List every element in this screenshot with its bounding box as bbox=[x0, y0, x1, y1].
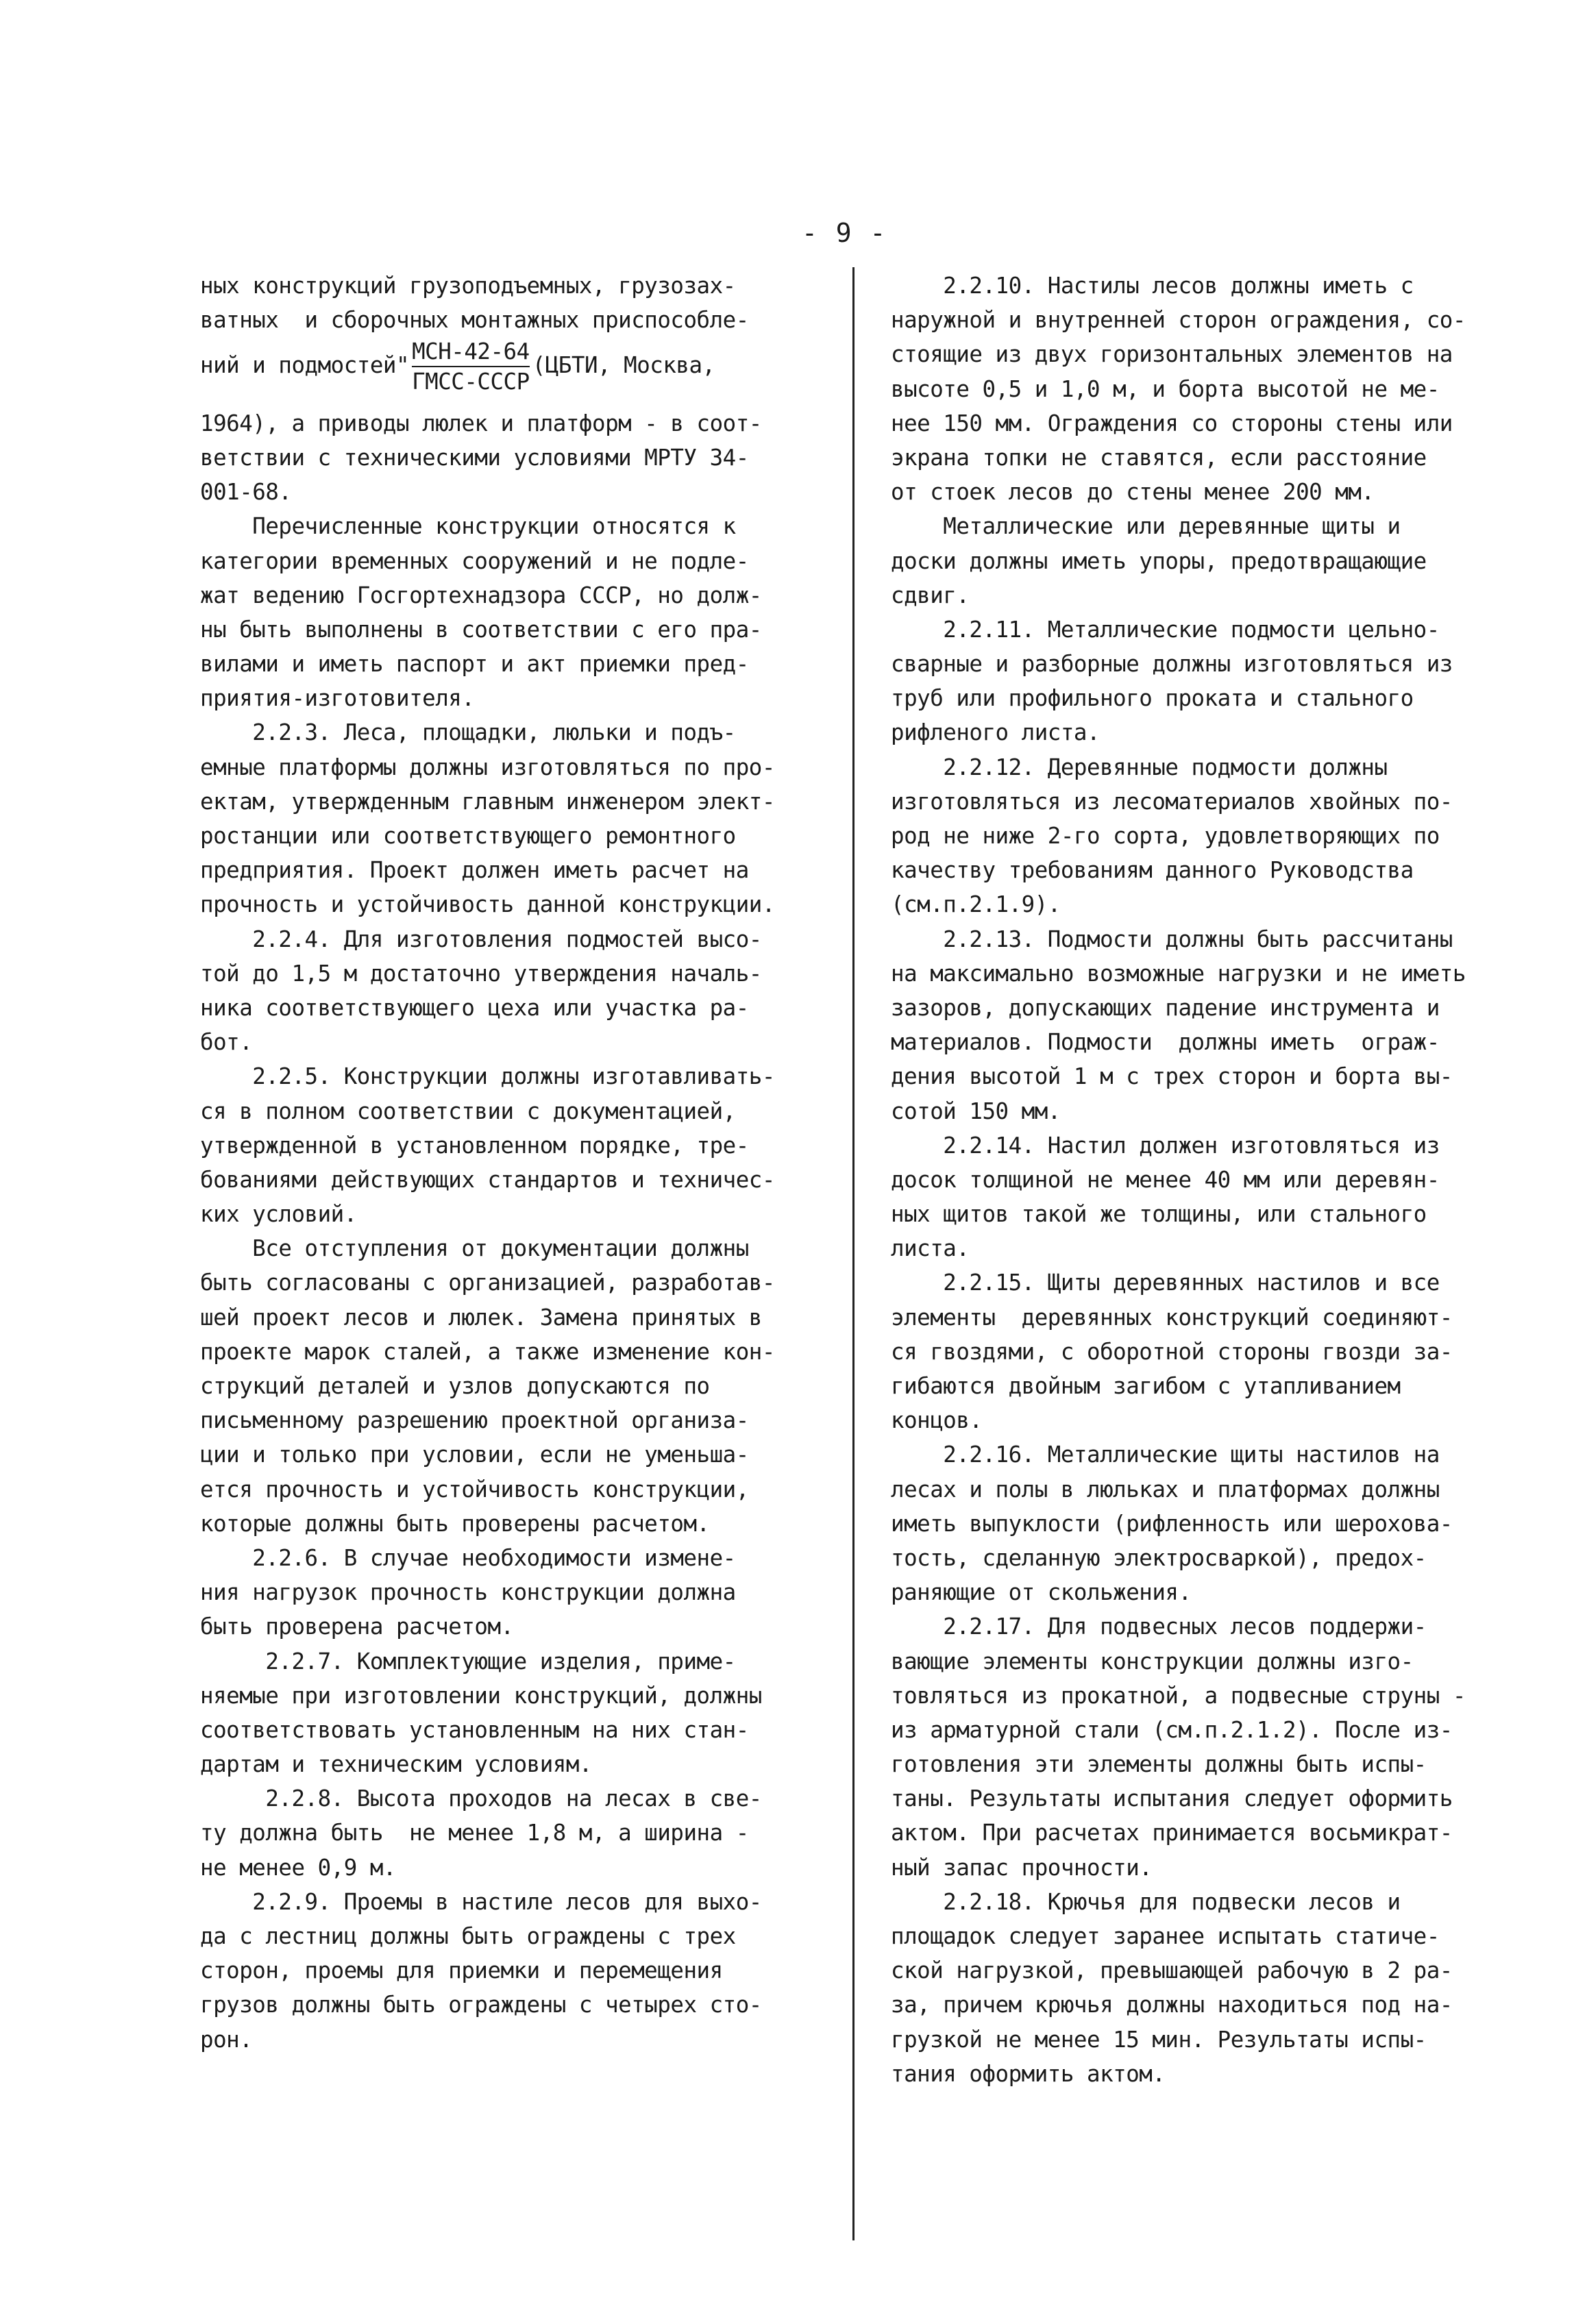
text-line: прочность и устойчивость данной конструкции. bbox=[200, 891, 775, 918]
paragraph bbox=[891, 269, 1532, 509]
text-line: грузов должны быть ограждены с четырех сто- bbox=[200, 1992, 762, 2018]
text-line: 2.2.7. Комплектующие изделия, приме- bbox=[200, 1648, 736, 1674]
paragraph bbox=[891, 1885, 1532, 2091]
text-line: ных щитов такой же толщины, или стального bbox=[891, 1201, 1427, 1228]
text-line: нее 150 мм. Ограждения со стороны стены или bbox=[891, 410, 1453, 436]
text-line: грузкой не менее 15 мин. Результаты испы- bbox=[891, 2026, 1427, 2053]
paragraph bbox=[200, 1541, 851, 1644]
text-line: стоящие из двух горизонтальных элементов на bbox=[891, 341, 1453, 368]
text-line: бованиями действующих стандартов и техничес- bbox=[200, 1166, 775, 1193]
text-line: 001-68. bbox=[200, 479, 292, 506]
text-line: утвержденной в установленном порядке, тре- bbox=[200, 1132, 749, 1159]
text-line: 2.2.11. Металлические подмости цельно- bbox=[891, 616, 1440, 643]
text-line: 2.2.5. Конструкции должны изготавливать- bbox=[200, 1063, 775, 1090]
text-line: рон. bbox=[200, 2026, 253, 2053]
text-line: (см.п.2.1.9). bbox=[891, 891, 1061, 918]
text-line: вающие элементы конструкции должны изго- bbox=[891, 1648, 1414, 1674]
fraction-numerator: МСН-42-64 bbox=[412, 337, 530, 367]
text-line: 2.2.6. В случае необходимости измене- bbox=[200, 1544, 736, 1571]
text-line: быть проверена расчетом. bbox=[200, 1614, 514, 1640]
text-line: сторон, проемы для приемки и перемещения bbox=[200, 1957, 723, 1984]
text-line: емные платформы должны изготовляться по про- bbox=[200, 754, 775, 780]
text-line: ростанции или соответствующего ремонтного bbox=[200, 823, 736, 850]
text-line: ния нагрузок прочность конструкции должна bbox=[200, 1579, 736, 1606]
text-line: ны быть выполнены в соответствии с его пра- bbox=[200, 616, 762, 643]
text-line: категории временных сооружений и не подле- bbox=[200, 547, 749, 574]
text-line: ника соответствующего цеха или участка ра- bbox=[200, 994, 749, 1021]
text-line: жат ведению Госгортехнадзора СССР, но долж- bbox=[200, 582, 762, 608]
text-line: экрана топки не ставятся, если расстояние bbox=[891, 444, 1427, 471]
text-line: ектам, утвержденным главным инженером элект- bbox=[200, 788, 775, 815]
text-line: ской нагрузкой, превышающей рабочую в 2 ра- bbox=[891, 1957, 1453, 1984]
text-line: 2.2.17. Для подвесных лесов поддержи- bbox=[891, 1614, 1427, 1640]
text-line: качеству требованиям данного Руководства bbox=[891, 857, 1414, 884]
paragraph bbox=[891, 509, 1532, 613]
text-line: 2.2.18. Крючья для подвески лесов и bbox=[891, 1888, 1401, 1915]
text-line: 2.2.14. Настил должен изготовляться из bbox=[891, 1132, 1440, 1159]
text-line: рифленого листа. bbox=[891, 719, 1100, 746]
text-line: концов. bbox=[891, 1407, 983, 1434]
text-line: ветствии с техническими условиями МРТУ 34- bbox=[200, 444, 749, 471]
text-line: гибаются двойным загибом с утапливанием bbox=[891, 1373, 1401, 1399]
text-line: Перечисленные конструкции относятся к bbox=[200, 513, 736, 540]
paragraph bbox=[200, 1059, 851, 1231]
text-line: соответствовать установленным на них стан- bbox=[200, 1716, 749, 1743]
text-line: изготовляться из лесоматериалов хвойных по- bbox=[891, 788, 1453, 815]
page-number: - 9 - bbox=[802, 218, 887, 248]
text-line: сварные и разборные должны изготовляться из bbox=[891, 651, 1453, 678]
text-line: ких условий. bbox=[200, 1201, 357, 1228]
text-line: элементы деревянных конструкций соединяют- bbox=[891, 1304, 1453, 1331]
right-column bbox=[891, 269, 1532, 2091]
text-line: быть согласованы с организацией, разработав- bbox=[200, 1270, 775, 1296]
paragraph bbox=[200, 1231, 851, 1541]
text-line: ся гвоздями, с оборотной стороны гвозди за- bbox=[891, 1338, 1453, 1365]
text-line: доски должны иметь упоры, предотвращающие bbox=[891, 547, 1427, 574]
paragraph bbox=[891, 1609, 1532, 1885]
column-divider bbox=[852, 267, 854, 2240]
document-code-fraction bbox=[412, 337, 530, 396]
text-line: Металлические или деревянные щиты и bbox=[891, 513, 1401, 540]
text-line: проекте марок сталей, а также изменение кон- bbox=[200, 1338, 775, 1365]
text-fragment: ний и подмостей" bbox=[200, 352, 410, 379]
text-line: сдвиг. bbox=[891, 582, 970, 608]
text-line: иметь выпуклости (рифленность или шерохова- bbox=[891, 1510, 1453, 1537]
text-line: Все отступления от документации должны bbox=[200, 1235, 749, 1262]
text-line: труб или профильного проката и стального bbox=[891, 685, 1414, 712]
text-line: род не ниже 2-го сорта, удовлетворяющих по bbox=[891, 823, 1440, 849]
text-line: дартам и техническим условиям. bbox=[200, 1751, 592, 1778]
text-line: таны. Результаты испытания следует оформить bbox=[891, 1785, 1453, 1812]
text-line: листа. bbox=[891, 1235, 970, 1262]
paragraph bbox=[200, 715, 851, 922]
text-line: 2.2.15. Щиты деревянных настилов и все bbox=[891, 1270, 1440, 1296]
paragraph bbox=[891, 750, 1532, 922]
text-line: лесах и полы в люльках и платформах должны bbox=[891, 1476, 1440, 1503]
text-line: от стоек лесов до стены менее 200 мм. bbox=[891, 479, 1375, 506]
text-line: 2.2.9. Проемы в настиле лесов для выхо- bbox=[200, 1888, 762, 1915]
text-line: 2.2.4. Для изготовления подмостей высо- bbox=[200, 926, 762, 952]
text-line: товляться из прокатной, а подвесные струны - bbox=[891, 1682, 1466, 1709]
text-line: 2.2.8. Высота проходов на лесах в све- bbox=[200, 1785, 762, 1812]
text-line: 2.2.10. Настилы лесов должны иметь с bbox=[891, 273, 1414, 299]
text-line: сотой 150 мм. bbox=[891, 1098, 1061, 1124]
paragraph bbox=[891, 1437, 1532, 1609]
text-line: приятия-изготовителя. bbox=[200, 685, 475, 712]
text-line: материалов. Подмости должны иметь ограж- bbox=[891, 1029, 1440, 1056]
text-line: из арматурной стали (см.п.2.1.2). После из- bbox=[891, 1716, 1453, 1743]
text-line: той до 1,5 м достаточно утверждения началь- bbox=[200, 960, 762, 987]
text-line: 2.2.3. Леса, площадки, люльки и подъ- bbox=[200, 719, 736, 746]
fraction-denominator: ГМСС-СССР bbox=[412, 369, 530, 395]
paragraph bbox=[891, 1265, 1532, 1437]
text-line: актом. При расчетах принимается восьмикрат- bbox=[891, 1820, 1453, 1846]
left-column bbox=[200, 269, 851, 2057]
text-line: высоте 0,5 и 1,0 м, и борта высотой не ме- bbox=[891, 375, 1440, 402]
text-line: предприятия. Проект должен иметь расчет на bbox=[200, 857, 749, 884]
text-line: зазоров, допускающих падение инструмента и bbox=[891, 994, 1440, 1021]
text-line: вилами и иметь паспорт и акт приемки пред- bbox=[200, 651, 749, 678]
paragraph bbox=[200, 922, 851, 1060]
text-fragment: (ЦБТИ, Москва, bbox=[532, 352, 715, 379]
text-line: да с лестниц должны быть ограждены с трех bbox=[200, 1923, 736, 1950]
text-line: ется прочность и устойчивость конструкции, bbox=[200, 1476, 749, 1503]
text-line: ных конструкций грузоподъемных, грузозах- bbox=[200, 273, 736, 299]
text-line: ный запас прочности. bbox=[891, 1854, 1153, 1881]
text-line: тания оформить актом. bbox=[891, 2060, 1166, 2087]
paragraph bbox=[200, 509, 851, 715]
text-line: площадок следует заранее испытать статиче- bbox=[891, 1923, 1440, 1949]
text-line: готовления эти элементы должны быть испы- bbox=[891, 1751, 1427, 1778]
text-line: 1964), а приводы люлек и платформ - в соот- bbox=[200, 410, 762, 436]
text-line: которые должны быть проверены расчетом. bbox=[200, 1510, 710, 1537]
text-line: не менее 0,9 м. bbox=[200, 1854, 396, 1881]
text-line: ту должна быть не менее 1,8 м, а ширина - bbox=[200, 1820, 749, 1846]
paragraph bbox=[891, 613, 1532, 750]
text-line: письменному разрешению проектной организа- bbox=[200, 1407, 749, 1434]
text-line: за, причем крючья должны находиться под на- bbox=[891, 1992, 1453, 2018]
text-line-with-fraction bbox=[200, 337, 851, 406]
text-line: ся в полном соответствии с документацией, bbox=[200, 1098, 736, 1124]
paragraph bbox=[891, 922, 1532, 1128]
paragraph bbox=[891, 1128, 1532, 1266]
text-line: струкций деталей и узлов допускаются по bbox=[200, 1373, 710, 1400]
text-line: ватных и сборочных монтажных приспособле- bbox=[200, 307, 749, 334]
text-line: 2.2.16. Металлические щиты настилов на bbox=[891, 1442, 1440, 1468]
text-line: досок толщиной не менее 40 мм или деревян- bbox=[891, 1166, 1440, 1193]
text-line: тость, сделанную электросваркой), предох- bbox=[891, 1544, 1427, 1571]
text-line: шей проект лесов и люлек. Замена принятых в bbox=[200, 1304, 762, 1331]
text-line: раняющие от скольжения. bbox=[891, 1579, 1192, 1606]
text-line: ции и только при условии, если не уменьша- bbox=[200, 1442, 749, 1468]
text-line: 2.2.12. Деревянные подмости должны bbox=[891, 754, 1388, 780]
paragraph bbox=[200, 1885, 851, 2057]
text-line: 2.2.13. Подмости должны быть рассчитаны bbox=[891, 926, 1453, 952]
text-line: на максимально возможные нагрузки и не иметь bbox=[891, 960, 1466, 987]
paragraph bbox=[200, 1781, 851, 1885]
text-line: бот. bbox=[200, 1029, 253, 1056]
text-line: няемые при изготовлении конструкций, должны bbox=[200, 1682, 762, 1709]
text-line: дения высотой 1 м с трех сторон и борта вы- bbox=[891, 1063, 1453, 1090]
paragraph bbox=[200, 1644, 851, 1782]
text-line: наружной и внутренней сторон ограждения, со- bbox=[891, 307, 1466, 334]
